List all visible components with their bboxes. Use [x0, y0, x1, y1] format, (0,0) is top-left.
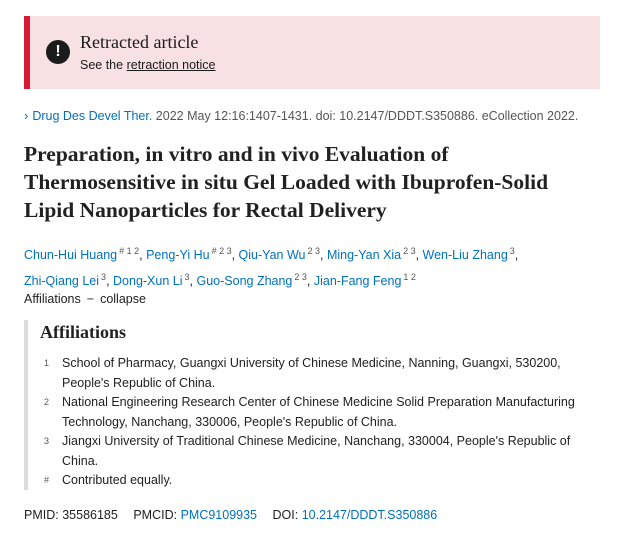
- citation: [24, 108, 578, 123]
- author-link[interactable]: Ming-Yan Xia: [326, 248, 402, 262]
- dash-separator: −: [86, 292, 95, 306]
- affiliations-toggle-label: Affiliations: [24, 292, 81, 306]
- author-link[interactable]: Chun-Hui Huang: [24, 248, 118, 262]
- journal-link[interactable]: Drug Des Devel Ther.: [32, 109, 153, 123]
- citation-details: 2022 May 12:16:1407-1431. doi: 10.2147/DDDT.S350886. eCollection 2022.: [155, 109, 579, 123]
- author-affiliation-refs: 3: [509, 246, 515, 256]
- author: [423, 248, 515, 262]
- affiliation-key: 1: [44, 358, 50, 368]
- banner-see-text: See the: [80, 58, 124, 72]
- doi: [273, 508, 438, 522]
- author: [196, 274, 306, 288]
- author: [314, 274, 416, 288]
- affiliation-text: Contributed equally.: [62, 473, 173, 487]
- author: [239, 248, 320, 262]
- affiliations-list: [40, 354, 590, 491]
- affiliation-text: Jiangxi University of Traditional Chinese Medicine, Nanchang, 330004, People's Republic of China.: [62, 434, 571, 468]
- affiliations-panel: [24, 320, 594, 490]
- author-link[interactable]: Peng-Yi Hu: [146, 248, 210, 262]
- author-affiliation-refs: 1 2: [403, 272, 416, 282]
- pmcid-label: PMCID:: [133, 508, 178, 522]
- doi-label: DOI:: [272, 508, 299, 522]
- affiliation-item: [40, 393, 590, 432]
- author: [113, 274, 190, 288]
- exclamation-icon: !: [46, 40, 70, 64]
- affiliation-key: 3: [44, 436, 50, 446]
- affiliation-key: #: [44, 475, 50, 485]
- author-list: Chun-Hui Huang $^{\# 1 2}$, Peng-Yi Hu $^{\# 2 3}$, Qiu-Yan Wu $^{2 3}$, Ming-Yan Xia $^{2 3}$, Wen-Liu Zhang $^3$, Zhi-Qiang Lei $^3$, Dong-Xun Li $^3$, Guo-Song Zhang $^{2 3}$, Jian-Fang Feng $^{1 2}$: [24, 246, 519, 288]
- pmid-label: PMID:: [24, 508, 59, 522]
- affiliations-heading: Affiliations: [40, 322, 127, 342]
- affiliations-collapse-action[interactable]: collapse: [100, 292, 146, 306]
- article-title: Preparation, in vitro and in vivo Evaluation of Thermosensitive in situ Gel Loaded with Ibuprofen-Solid Lipid Nanoparticles for Rectal Delivery: [24, 142, 549, 222]
- banner-subtitle: [80, 58, 216, 72]
- affiliations-toggle[interactable]: [24, 292, 146, 306]
- author: [146, 248, 232, 262]
- doi-link[interactable]: 10.2147/DDDT.S350886: [301, 508, 438, 522]
- pmid-value: 35586185: [62, 508, 118, 522]
- author-link[interactable]: Jian-Fang Feng: [313, 274, 402, 288]
- identifiers: [24, 508, 449, 522]
- author-affiliation-refs: # 1 2: [119, 246, 140, 256]
- affiliation-key: 2: [44, 397, 50, 407]
- author: [24, 274, 106, 288]
- author-affiliation-refs: 3: [101, 272, 107, 282]
- author-link[interactable]: Qiu-Yan Wu: [238, 248, 306, 262]
- affiliation-item: [40, 354, 590, 393]
- affiliation-text: National Engineering Research Center of Chinese Medicine Solid Preparation Manufacturing Technology, Nanchang, 330006, People's Republic of China.: [62, 395, 575, 429]
- chevron-right-icon: ›: [24, 108, 29, 123]
- pmid: [24, 508, 121, 522]
- affiliation-text: School of Pharmacy, Guangxi University of Chinese Medicine, Nanning, Guangxi, 530200, People's Republic of China.: [62, 356, 561, 390]
- author-affiliation-refs: # 2 3: [211, 246, 232, 256]
- author-link[interactable]: Wen-Liu Zhang: [422, 248, 508, 262]
- author: [24, 248, 139, 262]
- author-link[interactable]: Dong-Xun Li: [113, 274, 183, 288]
- affiliation-item: [40, 471, 590, 491]
- pmcid-link[interactable]: PMC9109935: [180, 508, 258, 522]
- retraction-banner: [24, 16, 600, 89]
- author-link[interactable]: Zhi-Qiang Lei: [24, 274, 100, 288]
- author-affiliation-refs: 2 3: [294, 272, 307, 282]
- author-affiliation-refs: 2 3: [307, 246, 320, 256]
- author-affiliation-refs: 2 3: [403, 246, 416, 256]
- affiliation-item: [40, 432, 590, 471]
- author: [327, 248, 416, 262]
- author-link[interactable]: Guo-Song Zhang: [196, 274, 293, 288]
- pmcid: [133, 508, 260, 522]
- retraction-notice-link[interactable]: retraction notice: [126, 58, 216, 72]
- author-affiliation-refs: 3: [184, 272, 190, 282]
- banner-title: Retracted article: [80, 32, 199, 52]
